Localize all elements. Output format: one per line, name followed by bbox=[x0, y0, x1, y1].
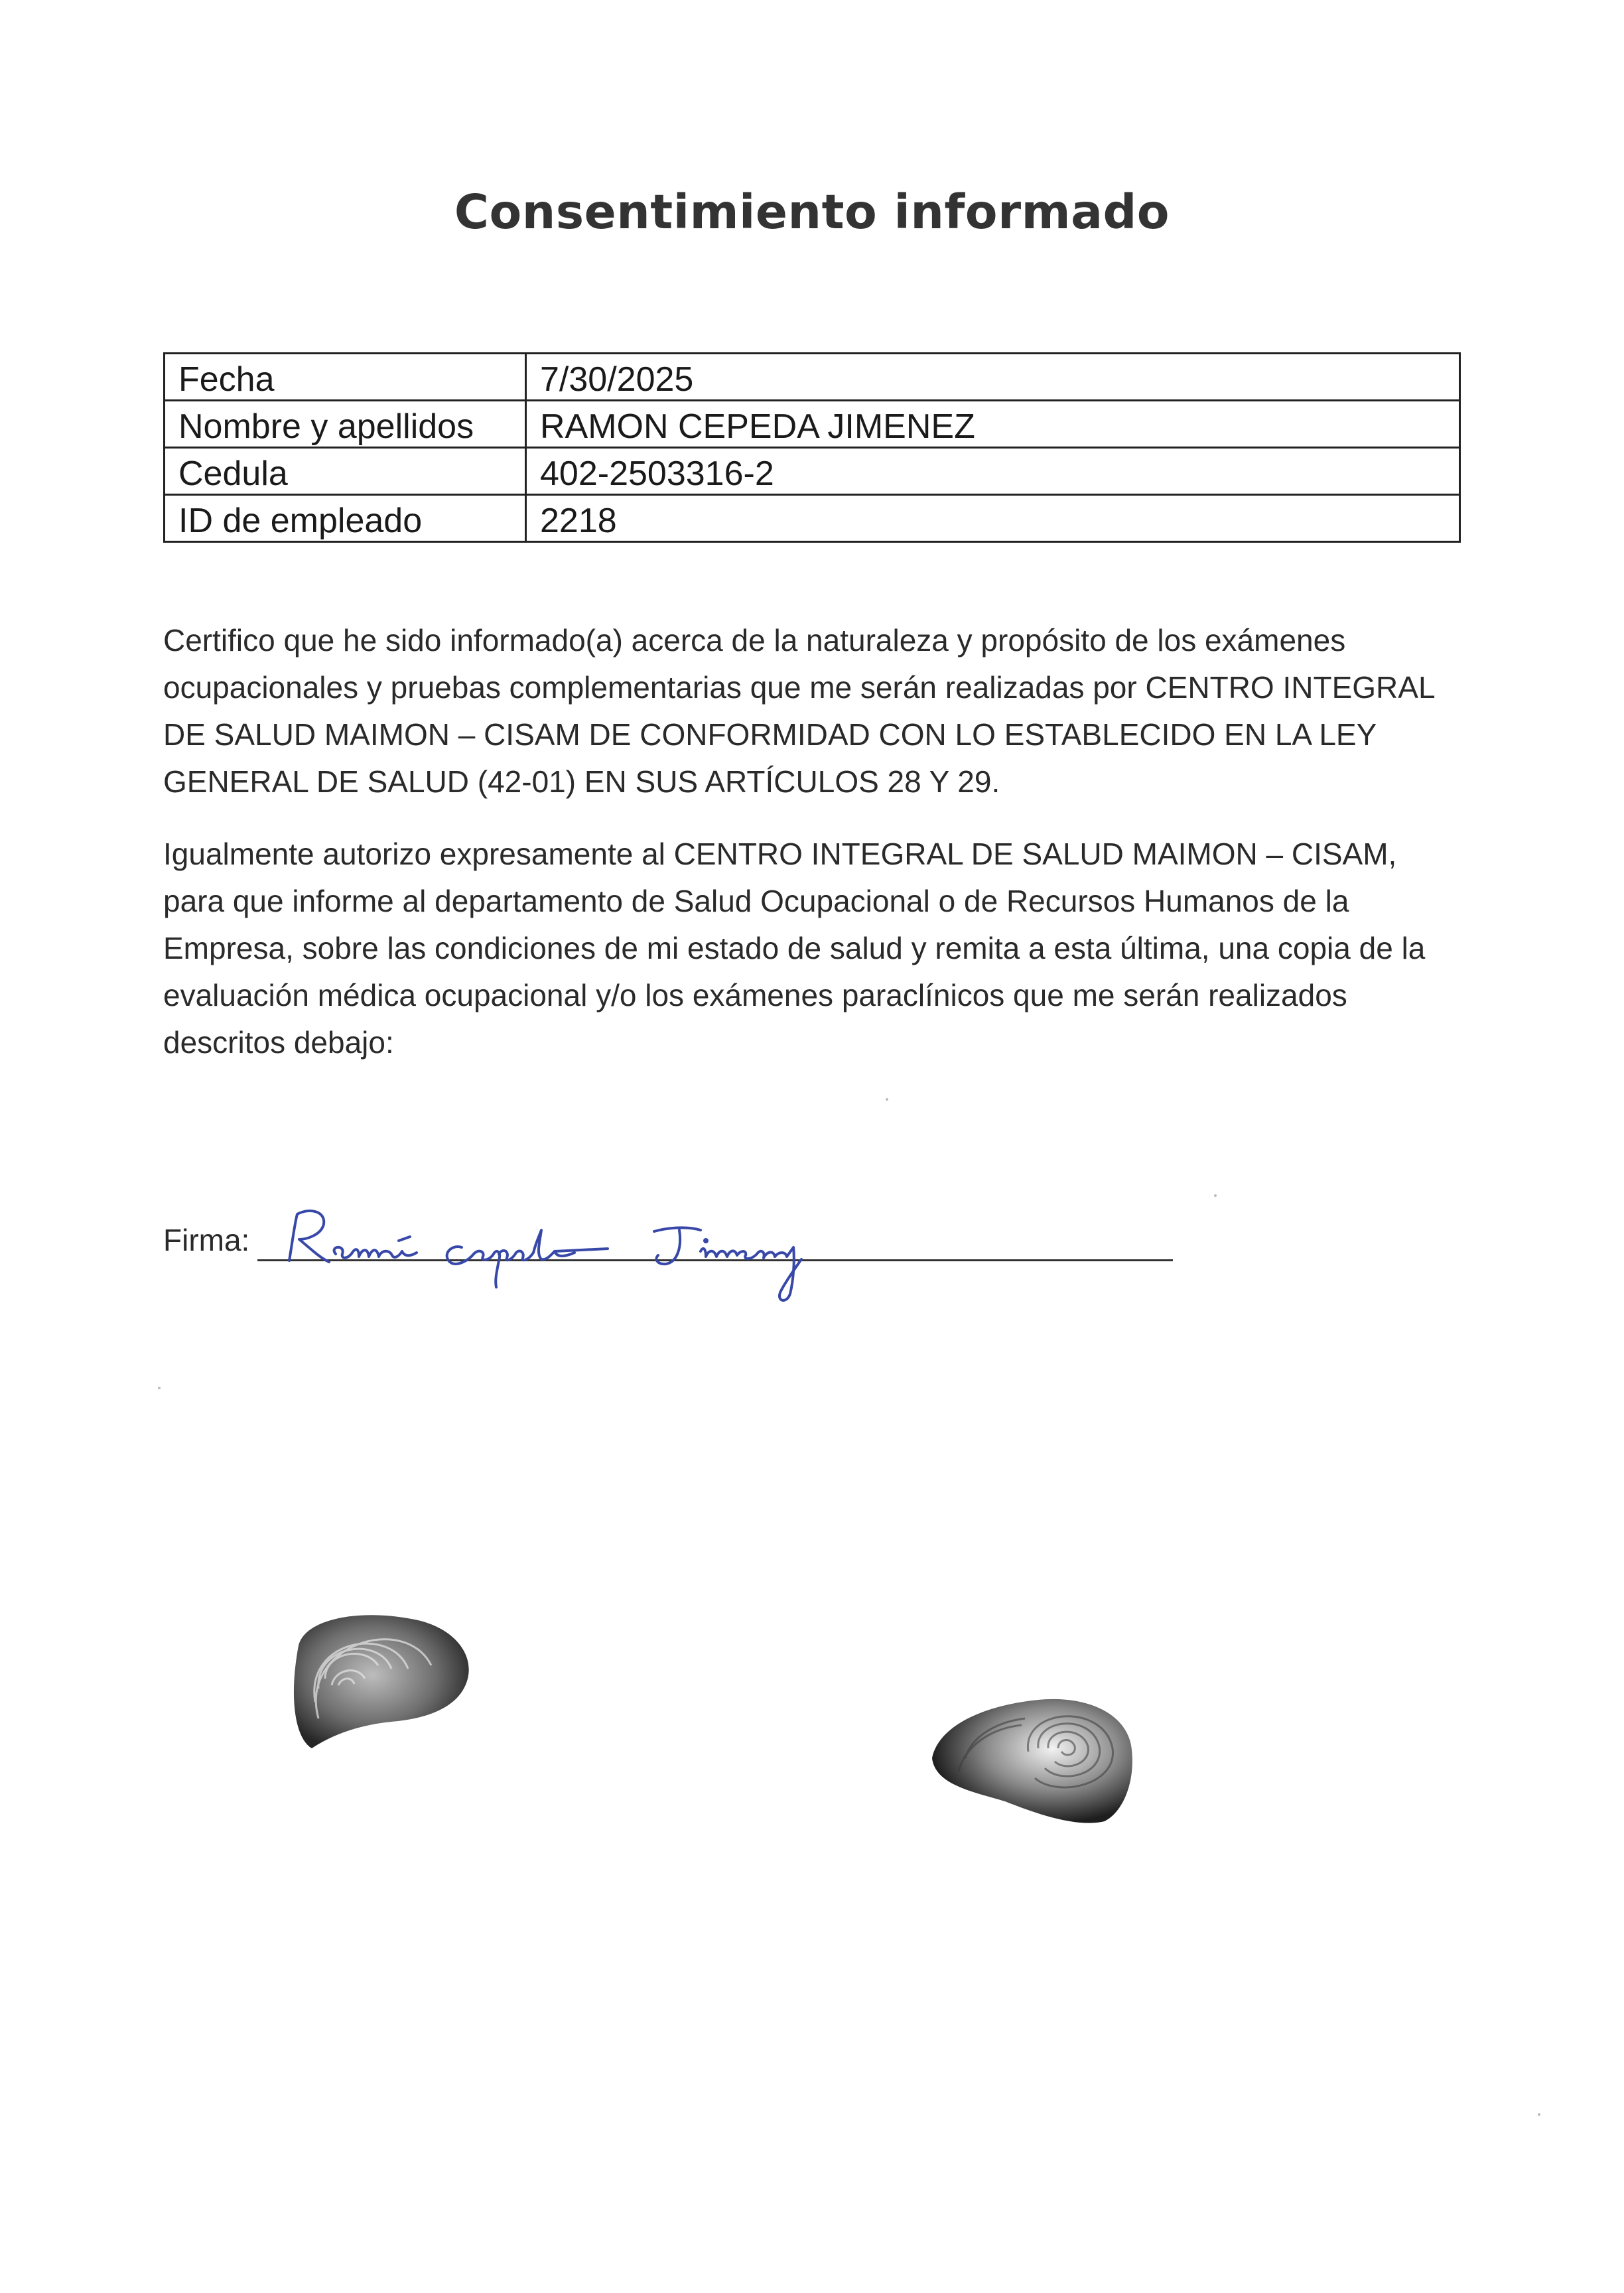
fingerprint-left-icon bbox=[279, 1606, 478, 1758]
table-row bbox=[165, 495, 1460, 542]
signature-label: Firma: bbox=[163, 1223, 250, 1257]
scan-speck bbox=[1538, 2113, 1540, 2116]
employee-info-table bbox=[163, 352, 1461, 543]
table-row bbox=[165, 354, 1460, 401]
certification-paragraph: Certifico que he sido informado(a) acerca de la naturaleza y propósito de los exámenes ocupacionales y pruebas complementarias que me serán realizadas por CENTRO INTEGRAL DE SALUD MAIMON – CISAM DE CONFORMIDAD CON LO ESTABLECIDO EN LA LEY GENERAL DE SALUD (42-01) EN SUS ARTÍCULOS 28 Y 29. bbox=[163, 623, 1434, 799]
table-row bbox=[165, 401, 1460, 448]
cedula-label: Cedula bbox=[165, 448, 526, 495]
cedula-value: 402-2503316-2 bbox=[526, 448, 1460, 495]
full-name-value: RAMON CEPEDA JIMENEZ bbox=[526, 401, 1460, 448]
employee-id-value: 2218 bbox=[526, 495, 1460, 542]
scan-speck bbox=[886, 1098, 888, 1101]
fingerprint-right-icon bbox=[925, 1685, 1138, 1831]
table-row bbox=[165, 448, 1460, 495]
signature-block bbox=[163, 1208, 1185, 1314]
date-value: 7/30/2025 bbox=[526, 354, 1460, 401]
handwritten-signature bbox=[263, 1188, 913, 1314]
scan-speck bbox=[158, 1387, 161, 1389]
date-label: Fecha bbox=[165, 354, 526, 401]
document-title: Consentimiento informado bbox=[454, 184, 1170, 240]
employee-id-label: ID de empleado bbox=[165, 495, 526, 542]
scan-speck bbox=[1214, 1194, 1217, 1197]
authorization-paragraph: Igualmente autorizo expresamente al CENTRO INTEGRAL DE SALUD MAIMON – CISAM, para que informe al departamento de Salud Ocupacional o de Recursos Humanos de la Empresa, sobre las condiciones de mi estado de salud y remita a esta última, una copia de la evaluación médica ocupacional y/o los exámenes paraclínicos que me serán realizados descritos debajo: bbox=[163, 837, 1426, 1060]
full-name-label: Nombre y apellidos bbox=[165, 401, 526, 448]
